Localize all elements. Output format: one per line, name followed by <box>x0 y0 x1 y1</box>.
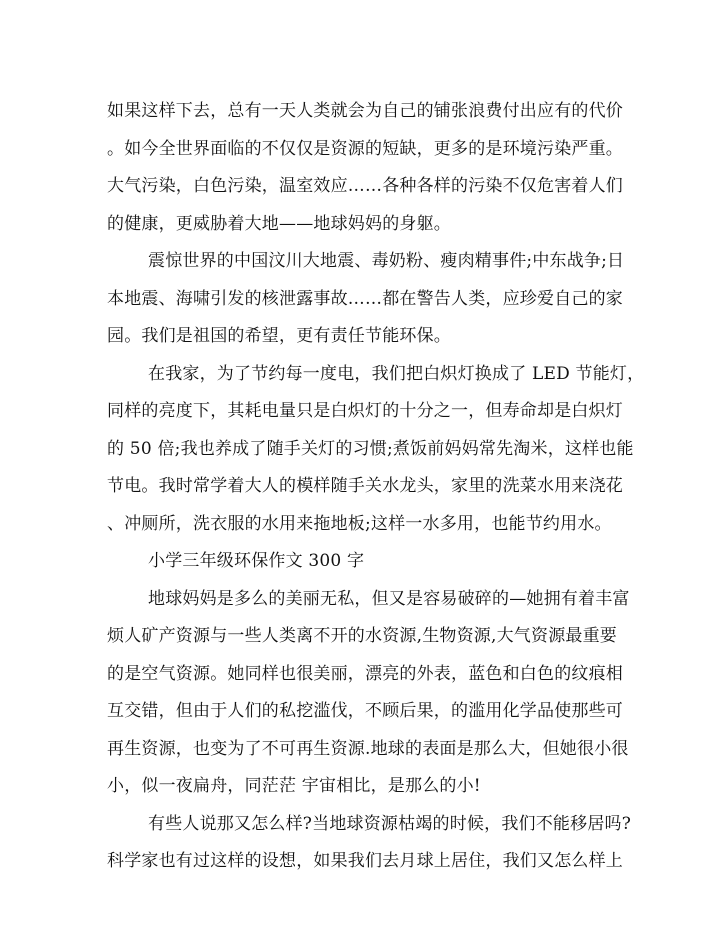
text-line-8: 在我家，为了节约每一度电，我们把白炽灯换成了 LED 节能灯， <box>148 363 645 384</box>
text-line-21: 科学家也有过这样的设想，如果我们去月球上居住，我们又怎么样上 <box>107 851 623 871</box>
text-line-12: 、冲厕所，洗衣服的水用来拖地板;这样一水多用，也能节约用水。 <box>107 513 612 534</box>
text-line-4: 的健康，更威胁着大地——地球妈妈的身躯。 <box>107 213 451 234</box>
text-line-11: 节电。我时常学着大人的模样随手关水龙头，家里的洗菜水用来浇花 <box>107 476 623 496</box>
text-line-18: 再生资源，也变为了不可再生资源.地球的表面是那么大，但她很小很 <box>107 738 629 759</box>
text-line-10: 的 50 倍;我也养成了随手关灯的习惯;煮饭前妈妈常先淘米，这样也能 <box>107 438 634 459</box>
text-line-20: 有些人说那又怎么样?当地球资源枯竭的时候，我们不能移居吗? <box>148 813 632 834</box>
text-line-6: 本地震、海啸引发的核泄露事故……都在警告人类，应珍爱自己的家 <box>107 288 623 309</box>
text-line-15: 烦人矿产资源与一些人类离不开的水资源,生物资源,大气资源最重要 <box>107 626 618 646</box>
essay-text <box>107 93 645 881</box>
text-line-7: 园。我们是祖国的希望，更有责任节能环保。 <box>107 326 451 346</box>
text-line-1: 如果这样下去，总有一天人类就会为自己的铺张浪费付出应有的代价 <box>107 101 623 121</box>
text-line-14: 地球妈妈是多么的美丽无私，但又是容易破碎的—她拥有着丰富 <box>148 588 630 609</box>
text-line-19: 小，似一夜扁舟，同茫茫 宇宙相比，是那么的小! <box>107 776 481 796</box>
text-line-5: 震惊世界的中国汶川大地震、毒奶粉、瘦肉精事件;中东战争;日 <box>148 251 625 271</box>
text-line-17: 互交错，但由于人们的私挖滥伐，不顾后果，的滥用化学品使那些可 <box>107 701 623 721</box>
text-line-16: 的是空气资源。她同样也很美丽，漂亮的外表，蓝色和白色的纹痕相 <box>107 663 623 684</box>
text-line-2: 。如今全世界面临的不仅仅是资源的短缺，更多的是环境污染严重。 <box>107 138 623 159</box>
section-title: 小学三年级环保作文 300 字 <box>148 551 365 571</box>
text-line-9: 同样的亮度下，其耗电量只是白炽灯的十分之一，但寿命却是白炽灯 <box>107 401 623 421</box>
text-line-3: 大气污染，白色污染，温室效应……各种各样的污染不仅危害着人们 <box>107 176 623 196</box>
